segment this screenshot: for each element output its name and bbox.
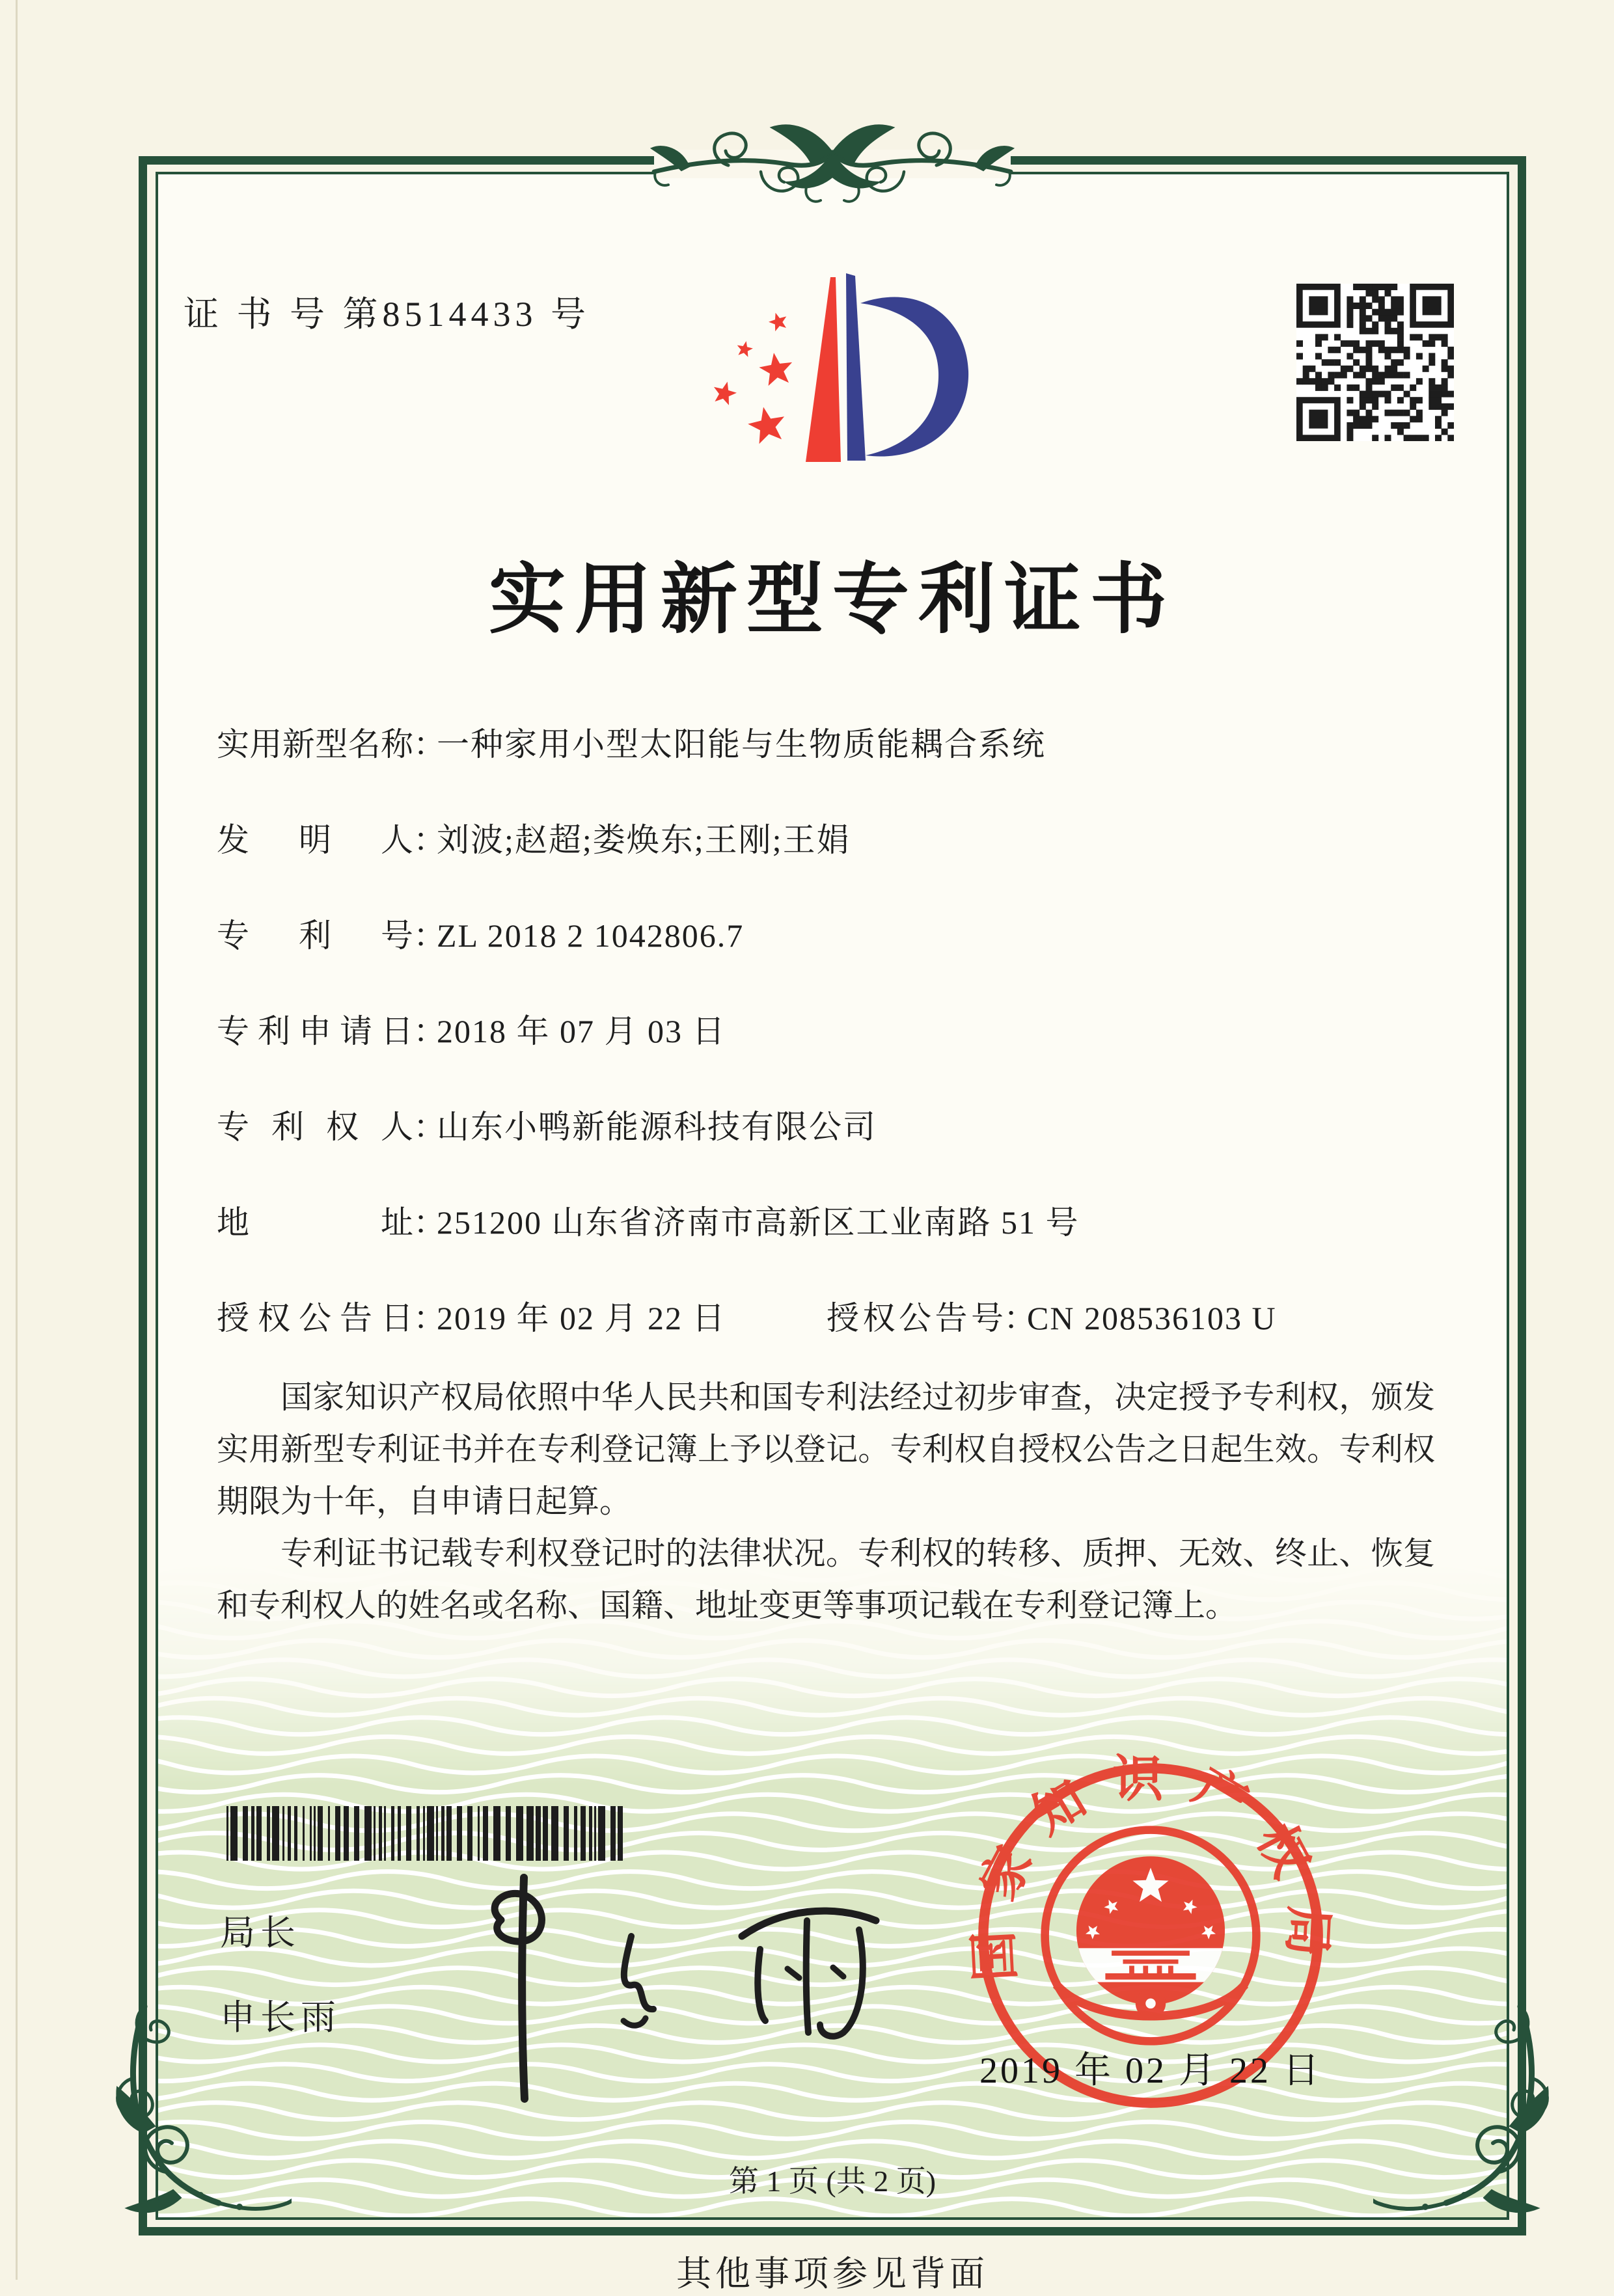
national-emblem-icon xyxy=(1045,1830,1257,2042)
commissioner-signature-icon xyxy=(404,1858,924,2118)
field-label: 专利号 xyxy=(217,917,413,954)
page-number: 第 1 页 (共 2 页) xyxy=(728,2165,937,2198)
bottom-right-flourish-icon xyxy=(1373,2003,1562,2237)
certificate-number: 证 书 号 第8514433 号 xyxy=(184,295,590,334)
field-value: 2019 年 02 月 22 日 xyxy=(437,1300,726,1336)
scan-edge-line xyxy=(16,0,18,2280)
field-row-filing-date: 专利申请日：2018 年 07 月 03 日 xyxy=(217,1005,1440,1048)
field-label: 地址 xyxy=(217,1204,413,1241)
field-value: 刘波;赵超;娄焕东;王刚;王娟 xyxy=(437,822,851,858)
field-label: 授权公告日 xyxy=(217,1300,413,1336)
field-row-patentee: 专利权人：山东小鸭新能源科技有限公司 xyxy=(217,1101,1440,1144)
cnipa-logo-icon xyxy=(698,268,984,476)
commissioner-title: 局长 xyxy=(220,1913,301,1952)
back-side-note: 其他事项参见背面 xyxy=(676,2254,989,2293)
field-row-address: 地址：251200 山东省济南市高新区工业南路 51 号 xyxy=(217,1196,1440,1239)
seal-ring-text: 国家知识产权局 xyxy=(964,1751,1337,1983)
field-list xyxy=(217,718,1440,1388)
field-label: 发明人 xyxy=(217,822,413,858)
seal-date: 2019 年 02 月 22 日 xyxy=(979,2051,1322,2091)
field-label: 专利申请日 xyxy=(217,1013,413,1049)
field-row-name: 实用新型名称：一种家用小型太阳能与生物质能耦合系统 xyxy=(217,718,1440,761)
legal-paragraph-2: 专利证书记载专利权登记时的法律状况。专利权的转移、质押、无效、终止、恢复和专利权人的姓名或名称、国籍、地址变更等事项记载在专利登记簿上。 xyxy=(217,1535,1435,1623)
field-value: ZL 2018 2 1042806.7 xyxy=(437,917,745,954)
field-label: 专利权人 xyxy=(217,1109,413,1145)
barcode xyxy=(225,1806,629,1861)
field-pair-grant-number: 授权公告号：CN 208536103 U xyxy=(827,1292,1277,1339)
field-value: 251200 山东省济南市高新区工业南路 51 号 xyxy=(437,1204,1080,1241)
field-row-grant: 授权公告日：2019 年 02 月 22 日 授权公告号：CN 208536103 U xyxy=(217,1292,1440,1335)
field-row-inventors: 发明人：刘波;赵超;娄焕东;王刚;王娟 xyxy=(217,814,1440,857)
field-label: 实用新型名称 xyxy=(217,726,413,763)
field-value: 一种家用小型太阳能与生物质能耦合系统 xyxy=(437,726,1046,763)
field-value: 2018 年 07 月 03 日 xyxy=(437,1013,726,1049)
field-value: 山东小鸭新能源科技有限公司 xyxy=(437,1109,877,1145)
legal-text xyxy=(217,1371,1435,1632)
legal-paragraph-1: 国家知识产权局依照中华人民共和国专利法经过初步审查，决定授予专利权，颁发实用新型专利证书并在专利登记簿上予以登记。专利权自授权公告之日起生效。专利权期限为十年，自申请日起算。 xyxy=(217,1379,1435,1519)
certificate-title: 实用新型专利证书 xyxy=(488,558,1176,643)
commissioner-name: 申长雨 xyxy=(220,1998,341,2037)
qr-code xyxy=(1296,284,1454,441)
top-border-flourish-icon xyxy=(650,109,1015,265)
field-value: CN 208536103 U xyxy=(1027,1300,1277,1336)
field-row-patent-no: 专利号：ZL 2018 2 1042806.7 xyxy=(217,910,1440,952)
field-label: 授权公告号 xyxy=(827,1300,1004,1336)
